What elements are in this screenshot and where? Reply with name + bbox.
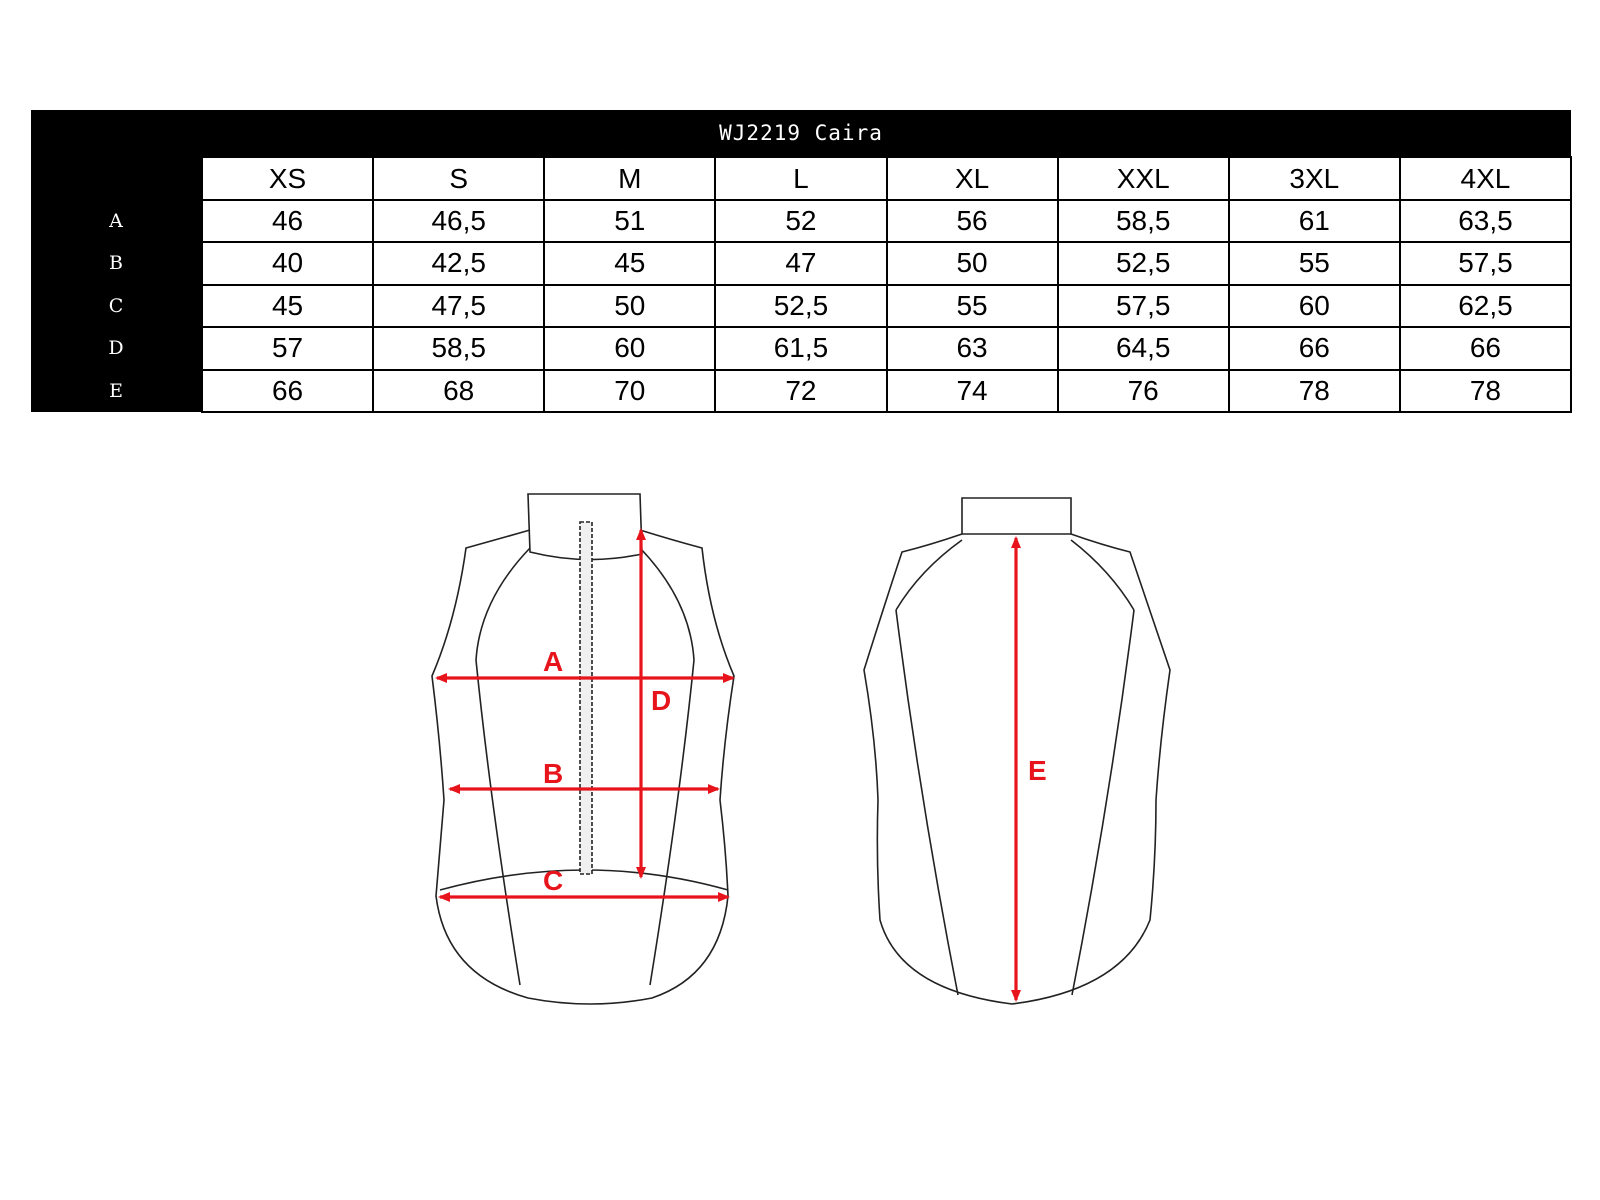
table-cell: 66: [1229, 327, 1400, 369]
measure-a-label: A: [543, 646, 564, 677]
table-cell: 52,5: [1058, 242, 1229, 284]
size-header: XXL: [1058, 157, 1229, 199]
size-header: S: [373, 157, 544, 199]
table-cell: 78: [1400, 370, 1571, 413]
table-cell: 58,5: [373, 327, 544, 369]
table-cell: 58,5: [1058, 200, 1229, 242]
table-cell: 46: [202, 200, 373, 242]
table-cell: 47: [715, 242, 886, 284]
table-cell: 74: [887, 370, 1058, 413]
table-cell: 63: [887, 327, 1058, 369]
table-cell: 61: [1229, 200, 1400, 242]
table-cell: 60: [1229, 285, 1400, 327]
table-cell: 55: [1229, 242, 1400, 284]
table-cell: 68: [373, 370, 544, 413]
table-cell: 66: [1400, 327, 1571, 369]
table-cell: 70: [544, 370, 715, 413]
table-cell: 45: [202, 285, 373, 327]
vest-front-illustration: [432, 494, 734, 1004]
row-label: B: [31, 242, 202, 284]
row-label: D: [31, 327, 202, 369]
back-left-panel: [896, 610, 958, 995]
row-label: A: [31, 200, 202, 242]
size-header: 4XL: [1400, 157, 1571, 199]
table-cell: 61,5: [715, 327, 886, 369]
table-cell: 52: [715, 200, 886, 242]
row-label: C: [31, 285, 202, 327]
table-cell: 46,5: [373, 200, 544, 242]
size-header: XS: [202, 157, 373, 199]
measure-c-label: C: [543, 865, 564, 896]
measure-b-label: B: [543, 758, 564, 789]
size-header: L: [715, 157, 886, 199]
table-cell: 42,5: [373, 242, 544, 284]
left-side-panel: [476, 660, 520, 985]
front-zipper: [580, 522, 592, 874]
back-collar: [962, 498, 1071, 534]
table-cell: 72: [715, 370, 886, 413]
left-armhole-seam: [476, 548, 530, 660]
size-header: XL: [887, 157, 1058, 199]
table-cell: 50: [544, 285, 715, 327]
table-cell: 57: [202, 327, 373, 369]
table-cell: 60: [544, 327, 715, 369]
table-cell: 50: [887, 242, 1058, 284]
measure-d-label: D: [651, 685, 672, 716]
measure-e-label: E: [1028, 755, 1047, 786]
size-header: M: [544, 157, 715, 199]
table-cell: 76: [1058, 370, 1229, 413]
table-cell: 51: [544, 200, 715, 242]
table-cell: 57,5: [1400, 242, 1571, 284]
table-cell: 52,5: [715, 285, 886, 327]
table-cell: 45: [544, 242, 715, 284]
table-cell: 40: [202, 242, 373, 284]
row-label: E: [31, 370, 202, 413]
table-cell: 47,5: [373, 285, 544, 327]
table-cell: 78: [1229, 370, 1400, 413]
table-cell: 66: [202, 370, 373, 413]
table-cell: 64,5: [1058, 327, 1229, 369]
table-cell: 56: [887, 200, 1058, 242]
table-cell: 55: [887, 285, 1058, 327]
back-right-panel: [1072, 610, 1134, 995]
table-title: WJ2219 Caira: [31, 110, 1571, 157]
table-cell: 63,5: [1400, 200, 1571, 242]
right-armhole-seam: [640, 548, 694, 660]
table-cell: 57,5: [1058, 285, 1229, 327]
table-cell: 62,5: [1400, 285, 1571, 327]
size-header: 3XL: [1229, 157, 1400, 199]
